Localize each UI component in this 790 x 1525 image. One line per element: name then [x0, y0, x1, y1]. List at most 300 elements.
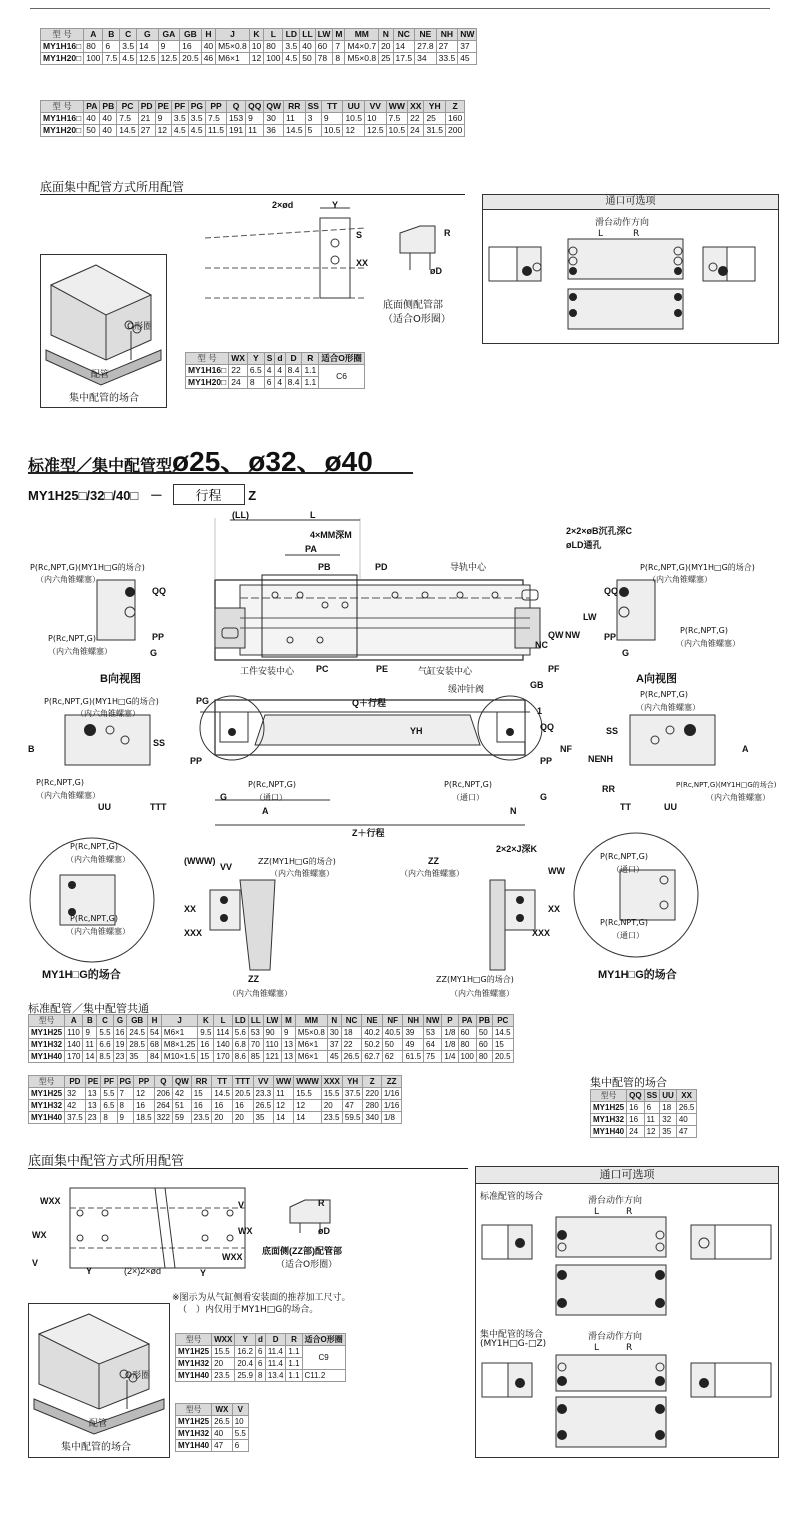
dim-wxx-c: WXX [40, 1196, 61, 1206]
section-c-table-a [175, 1333, 346, 1382]
t2-cell: 10.5 [343, 113, 365, 125]
t3-header-cell: LD [232, 1015, 248, 1027]
t3-header-cell: J [161, 1015, 197, 1027]
port-options-title-a: 通口可选项 [483, 195, 778, 210]
t4-cell: 264 [154, 1100, 172, 1112]
t5-row [591, 1114, 697, 1126]
t4-cell: 16 [134, 1100, 155, 1112]
dim-ss-a: SS [606, 726, 619, 736]
t4-cell: 23.5 [321, 1112, 342, 1124]
t4-header-cell: WW [274, 1076, 294, 1088]
section-c-title: 底面集中配管方式所用配管 [28, 1154, 185, 1169]
dim-g-a: G [622, 648, 630, 658]
t2-header-cell: QQ [246, 101, 264, 113]
t3-header-cell: G [113, 1015, 127, 1027]
t5-cell: 18 [660, 1102, 677, 1114]
t2-header-row [41, 101, 465, 113]
ta-header-row [186, 353, 365, 365]
a-view-title: A向视图 [636, 673, 677, 685]
t1-header-row [41, 29, 477, 41]
t1-header-cell: A [84, 29, 103, 41]
t4-cell: 15.5 [321, 1088, 342, 1100]
case-label-a: 集中配管的场合 [69, 393, 139, 404]
t4-header-row [29, 1076, 402, 1088]
tcb-cell: 26.5 [212, 1416, 233, 1428]
t3-cell: 70 [248, 1039, 263, 1051]
ta-cell: 4 [275, 365, 285, 377]
t3-cell: 140 [65, 1039, 83, 1051]
t4-header-cell: VV [253, 1076, 274, 1088]
t2-header-cell: XX [408, 101, 424, 113]
t3-cell: 140 [214, 1039, 232, 1051]
t2-cell: 160 [445, 113, 464, 125]
ta-header-cell: D [285, 353, 302, 365]
dim-xx-right: XX [548, 904, 561, 914]
t3-cell: 84 [148, 1051, 162, 1063]
dim-g-front-r: G [540, 792, 548, 802]
t3-cell: 1/4 [442, 1051, 458, 1063]
t5-header-cell: SS [644, 1090, 660, 1102]
t4-cell: 1/8 [381, 1112, 402, 1124]
t3-header-cell: L [214, 1015, 232, 1027]
dim-z-stroke: Z＋行程 [352, 828, 385, 838]
t1-header-cell: L [264, 29, 283, 41]
t1-header-cell: G [137, 29, 159, 41]
t5-cell: 12 [644, 1126, 660, 1138]
t5-cell: 11 [644, 1114, 660, 1126]
t3-header-cell: C [97, 1015, 113, 1027]
t5-cell: MY1H40 [591, 1126, 627, 1138]
t4-header-cell: ZZ [381, 1076, 402, 1088]
a-view-hex2-label: （内六角锥螺塞） [676, 639, 740, 648]
ta-cell: 24 [229, 377, 248, 389]
dim-ww: WW [548, 866, 565, 876]
dir-left-b1: L [594, 1207, 600, 1217]
dim-l: L [310, 510, 316, 520]
t3-cell: 5.5 [97, 1027, 113, 1039]
tca-row [176, 1370, 346, 1382]
t2-cell: 9 [321, 113, 343, 125]
t4-cell: 23 [85, 1112, 101, 1124]
t3-cell: 20.5 [492, 1051, 513, 1063]
ta-header-cell: d [275, 353, 285, 365]
t3-header-row [29, 1015, 514, 1027]
work-center-label: 工件安装中心 [240, 667, 295, 677]
ta-cell: 1.1 [302, 377, 319, 389]
t3-cell: 11 [83, 1039, 97, 1051]
t3-cell: 8.5 [97, 1051, 113, 1063]
t1-header-cell: LD [283, 29, 300, 41]
tcb-header-cell: 型号 [176, 1404, 212, 1416]
dim-ttt-b: TTT [150, 802, 167, 812]
t3-header-cell: NW [424, 1015, 442, 1027]
t2-header-cell: PD [138, 101, 155, 113]
dim-2xd-a: 2×ød [272, 200, 294, 210]
t2-header-cell: PC [117, 101, 139, 113]
t4-header-cell: TT [212, 1076, 233, 1088]
dim-r-c: R [318, 1198, 325, 1208]
side-b-p2: P(Rc,NPT,G) [36, 778, 85, 787]
dim-pp-front-l: PP [190, 756, 203, 766]
dim-ss-b: SS [153, 738, 166, 748]
t4-header-cell: PD [65, 1076, 86, 1088]
t1-header-cell: K [249, 29, 263, 41]
t5-header-cell: UU [660, 1090, 677, 1102]
bottom-side-label-a: 底面侧配管部 [383, 300, 443, 311]
main-title-text: 标准型／集中配管型 [28, 456, 173, 475]
dim-y-a: Y [332, 200, 339, 210]
t3-cell: 14.5 [492, 1027, 513, 1039]
t1-cell: 80 [264, 41, 283, 53]
dim-n: N [510, 806, 517, 816]
dim-yh: YH [410, 726, 423, 736]
t2-cell: 5 [305, 125, 321, 137]
t5-cell: 16 [627, 1102, 644, 1114]
t4-cell: 51 [173, 1100, 192, 1112]
dim-y-c: Y [86, 1266, 93, 1276]
tcb-cell: MY1H40 [176, 1440, 212, 1452]
tca-cell: 11.4 [265, 1358, 286, 1370]
t1-cell: 50 [300, 53, 315, 65]
port-options-box-b [475, 1166, 779, 1458]
zoom-right-port2: （通口） [612, 931, 644, 940]
side-a-p2: P(Rc,NPT,G)(MY1H□G的场合) [676, 781, 777, 789]
t4-cell: 220 [363, 1088, 381, 1100]
tca-cell: C9 [302, 1346, 345, 1370]
t1-cell: MY1H20□ [41, 53, 84, 65]
dim-vv: VV [220, 862, 233, 872]
table-5 [590, 1089, 697, 1138]
tca-cell: 15.5 [212, 1346, 235, 1358]
t2-cell: 9 [155, 113, 171, 125]
dim-xx-bottom: XX [184, 904, 197, 914]
t3-header-cell: NC [341, 1015, 362, 1027]
zoom-left-title: MY1H□G的场合 [42, 969, 121, 981]
main-title-underline [28, 472, 413, 474]
front-port-right: （通口） [452, 793, 484, 802]
t2-header-cell: PB [100, 101, 117, 113]
t1-cell: 8 [333, 53, 345, 65]
t4-cell: 42 [65, 1100, 86, 1112]
t1-cell: 4.5 [283, 53, 300, 65]
t4-cell: 6.5 [101, 1100, 117, 1112]
t1-header-cell: N [379, 29, 393, 41]
t1-cell: 14 [137, 41, 159, 53]
t1-cell: 27 [436, 41, 458, 53]
t3-cell: MY1H25 [29, 1027, 65, 1039]
t3-cell: 62.7 [362, 1051, 383, 1063]
t2-row [41, 113, 465, 125]
t2-cell: 10.5 [386, 125, 408, 137]
t1-cell: M5×0.8 [216, 41, 250, 53]
t4-cell: 42 [173, 1088, 192, 1100]
t4-cell: 20 [232, 1112, 253, 1124]
dim-pf: PF [548, 664, 560, 674]
t4-header-cell: XXX [321, 1076, 342, 1088]
t3-cell: 53 [248, 1027, 263, 1039]
front-p-left: P(Rc,NPT,G) [248, 780, 297, 789]
t3-header-cell: MM [295, 1015, 327, 1027]
t4-cell: 8 [101, 1112, 117, 1124]
tca-header-cell: D [265, 1334, 286, 1346]
t5-header-cell: QQ [627, 1090, 644, 1102]
t2-row [41, 125, 465, 137]
t3-cell: 85 [248, 1051, 263, 1063]
dim-q-stroke: Q＋行程 [352, 698, 387, 708]
model-stroke: 行程 [173, 484, 245, 505]
t2-cell: 21 [138, 113, 155, 125]
t1-header-cell: MM [345, 29, 379, 41]
note2-c: （ ）内仅用于MY1H□G的场合。 [178, 1305, 319, 1315]
t3-cell: M6×1 [295, 1051, 327, 1063]
t3-cell: 121 [263, 1051, 281, 1063]
t2-cell: MY1H20□ [41, 125, 84, 137]
t4-cell: 59 [173, 1112, 192, 1124]
ta-cell: 6.5 [247, 365, 264, 377]
dir-right-b1: R [626, 1207, 633, 1217]
t4-cell: 15.5 [294, 1088, 322, 1100]
t5-header-cell: 型号 [591, 1090, 627, 1102]
t3-cell: 45 [327, 1051, 341, 1063]
t2-cell: 7.5 [386, 113, 408, 125]
t4-header-cell: 型号 [29, 1076, 65, 1088]
t4-cell: 15 [191, 1088, 212, 1100]
t2-header-cell: 型 号 [41, 101, 84, 113]
a-view-hex-label: （内六角锥螺塞） [648, 575, 712, 584]
t3-cell: 49 [403, 1039, 424, 1051]
t3-cell: 26.5 [341, 1051, 362, 1063]
tca-cell: C11.2 [302, 1370, 345, 1382]
direction-label-b2: 滑台动作方向 [588, 1332, 643, 1342]
t3-cell: 54 [148, 1027, 162, 1039]
tcb-cell: MY1H32 [176, 1428, 212, 1440]
t1-row [41, 41, 477, 53]
tca-header-cell: WXX [212, 1334, 235, 1346]
dim-pp-front-r: PP [540, 756, 553, 766]
t3-cell: 75 [424, 1051, 442, 1063]
t1-row [41, 53, 477, 65]
t3-cell: 110 [263, 1039, 281, 1051]
ta-cell: 8 [247, 377, 264, 389]
tca-cell: 20 [212, 1358, 235, 1370]
t5-cell: MY1H32 [591, 1114, 627, 1126]
t3-cell: M5×0.8 [295, 1027, 327, 1039]
ta-header-cell: 适合O形圈 [319, 353, 365, 365]
cyl-center-label: 气缸安装中心 [418, 667, 473, 677]
dim-tt: TT [620, 802, 631, 812]
t4-cell: 37.5 [342, 1088, 363, 1100]
dim-xxx-right: XXX [532, 928, 551, 938]
t2-cell: 11 [246, 125, 264, 137]
t4-cell: 16 [212, 1100, 233, 1112]
t1-cell: 37 [458, 41, 477, 53]
t3-cell: 23 [113, 1051, 127, 1063]
t4-cell: 47 [342, 1100, 363, 1112]
t3-header-cell: NH [403, 1015, 424, 1027]
t4-cell: 5.5 [101, 1088, 117, 1100]
zoom-right-title: MY1H□G的场合 [598, 969, 677, 981]
t4-cell: 59.5 [342, 1112, 363, 1124]
t4-cell: 23.5 [191, 1112, 212, 1124]
dim-zz-left: ZZ [248, 974, 259, 984]
dir-left-a: L [598, 229, 604, 239]
t2-cell: 40 [84, 113, 100, 125]
tcb-cell: 10 [232, 1416, 248, 1428]
dim-2d-c: (2×)2×ød [124, 1266, 162, 1276]
t4-header-cell: Q [154, 1076, 172, 1088]
t5-header-cell: XX [676, 1090, 697, 1102]
ta-header-cell: R [302, 353, 319, 365]
t1-cell: 9 [158, 41, 180, 53]
t3-cell: 6.6 [97, 1039, 113, 1051]
dir-left-b2: L [594, 1343, 600, 1353]
tca-row [176, 1346, 346, 1358]
t3-header-cell: PC [492, 1015, 513, 1027]
o-ring-note-a: （适合O形圈） [383, 314, 451, 325]
dim-qq-a: QQ [604, 586, 619, 596]
t1-header-cell: C [120, 29, 137, 41]
t1-cell: 33.5 [436, 53, 458, 65]
bottom-zz-g-left: ZZ(MY1H□G的场合) [258, 857, 336, 866]
t2-header-cell: PG [188, 101, 205, 113]
dim-wxx-c2: WXX [222, 1252, 243, 1262]
t4-cell: 32 [65, 1088, 86, 1100]
bottom-hex-left2: （内六角锥螺塞） [228, 989, 292, 998]
t3-header-cell: PA [458, 1015, 476, 1027]
t3-header-cell: NE [362, 1015, 383, 1027]
tca-cell: MY1H25 [176, 1346, 212, 1358]
port-options-title-b: 通口可选项 [476, 1167, 778, 1184]
port-options-drawing-b [476, 1183, 778, 1457]
main-title-sizes: ø25、ø32、ø40 [172, 446, 373, 477]
dim-pe: PE [376, 664, 389, 674]
t2-cell: 9 [246, 113, 264, 125]
t4-cell: 8 [117, 1100, 134, 1112]
t1-cell: 27.8 [415, 41, 437, 53]
t3-cell: MY1H40 [29, 1051, 65, 1063]
bottom-hex-right: （内六角锥螺塞） [400, 869, 464, 878]
dim-y-c2: Y [200, 1268, 207, 1278]
dim-www: (WWW) [184, 856, 216, 866]
b-view-p2-label: P(Rc,NPT,G) [48, 634, 97, 643]
t3-header-cell: PB [476, 1015, 492, 1027]
t3-cell: 13 [282, 1051, 296, 1063]
t2-cell: 3.5 [171, 113, 188, 125]
standard-label-b: 标准配管的场合 [480, 1192, 544, 1202]
dir-right-b2: R [626, 1343, 633, 1353]
note1-c: ※图示为从气缸侧看安装面的推荐加工尺寸。 [172, 1293, 351, 1303]
t4-cell: 13 [85, 1100, 101, 1112]
t3-header-cell: K [198, 1015, 214, 1027]
t3-row [29, 1039, 514, 1051]
t3-header-cell: H [148, 1015, 162, 1027]
t2-header-cell: TT [321, 101, 343, 113]
t2-header-cell: PF [171, 101, 188, 113]
dim-nf: NF [560, 744, 572, 754]
t3-cell: 15 [492, 1039, 513, 1051]
t1-header-cell: LW [315, 29, 333, 41]
t4-header-cell: YH [342, 1076, 363, 1088]
dim-nc: NC [535, 640, 548, 650]
t3-cell: 170 [65, 1051, 83, 1063]
t4-row [29, 1088, 402, 1100]
dim-uu-b: UU [98, 802, 111, 812]
t3-cell: 9 [282, 1027, 296, 1039]
zoom-right-port: （通口） [612, 865, 644, 874]
t1-header-cell: M [333, 29, 345, 41]
t3-cell: 40.5 [382, 1027, 403, 1039]
t1-cell: 17.5 [393, 53, 415, 65]
t3-cell: 6.8 [232, 1039, 248, 1051]
t2-header-cell: PP [206, 101, 227, 113]
side-b-p-label: P(Rc,NPT,G)(MY1H□G的场合) [44, 697, 159, 706]
t2-cell: 14.5 [117, 125, 139, 137]
dim-4mm: 4×MM深M [310, 530, 352, 540]
t2-cell: 36 [264, 125, 284, 137]
t4-cell: 12 [134, 1088, 155, 1100]
t3-header-cell: LW [263, 1015, 281, 1027]
t4-header-cell: PG [117, 1076, 134, 1088]
t2-header-cell: WW [386, 101, 408, 113]
t3-cell: 24.5 [127, 1027, 148, 1039]
iso-box-a [40, 254, 167, 408]
dim-2b: 2×2×øB沉孔深C [566, 526, 633, 536]
t3-cell: 13 [282, 1039, 296, 1051]
t3-cell: M8×1.25 [161, 1039, 197, 1051]
zoom-left-p: P(Rc,NPT,G) [70, 842, 119, 851]
section-a-title: 底面集中配管方式所用配管 [40, 180, 185, 194]
t1-cell: 3.5 [120, 41, 137, 53]
t2-cell: 11.5 [206, 125, 227, 137]
tca-cell: MY1H40 [176, 1370, 212, 1382]
t4-cell: MY1H40 [29, 1112, 65, 1124]
t4-cell: 23.3 [253, 1088, 274, 1100]
table-2 [40, 100, 465, 137]
front-port-left: （通口） [255, 793, 287, 802]
dim-xxx-bottom: XXX [184, 928, 203, 938]
iso-box-c [28, 1303, 170, 1458]
tca-cell: 25.9 [235, 1370, 256, 1382]
central-sub-b: (MY1H□G-□Z) [480, 1339, 547, 1349]
guide-center-label: 导轨中心 [450, 563, 487, 573]
tca-cell: 6 [255, 1358, 265, 1370]
t4-cell: 18.5 [134, 1112, 155, 1124]
dim-a: A [262, 806, 269, 816]
t3-cell: 9 [83, 1027, 97, 1039]
t2-cell: 10 [365, 113, 387, 125]
dim-rr: RR [602, 784, 615, 794]
dim-qq-front: QQ [540, 722, 555, 732]
t1-header-cell: LL [300, 29, 315, 41]
t3-cell: 1/8 [442, 1027, 458, 1039]
t2-header-cell: PA [84, 101, 100, 113]
model-dash: － [149, 488, 163, 503]
dim-pb: PB [318, 562, 331, 572]
t3-cell: 68 [148, 1039, 162, 1051]
t3-cell: 64 [424, 1039, 442, 1051]
zz-detail-c [285, 1195, 345, 1235]
t4-header-cell: PF [101, 1076, 117, 1088]
t2-cell: 12.5 [365, 125, 387, 137]
piping-label-a: 配管 [91, 370, 110, 380]
t1-cell: 4.5 [120, 53, 137, 65]
dim-od-c: øD [318, 1226, 330, 1236]
t4-cell: 9 [117, 1112, 134, 1124]
dim-od-a: øD [430, 266, 442, 276]
t2-cell: 3 [305, 113, 321, 125]
dim-ne: NE [588, 754, 601, 764]
t2-header-cell: YH [424, 101, 446, 113]
